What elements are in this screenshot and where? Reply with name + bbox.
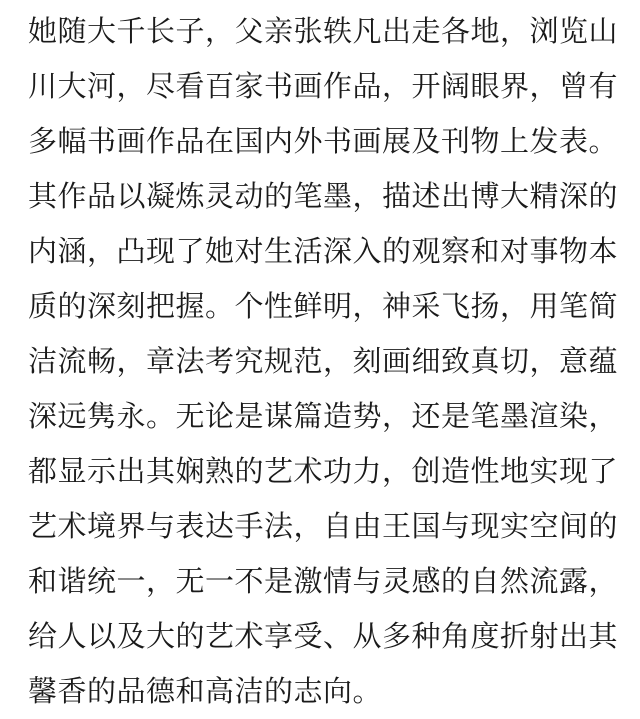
text-line: 馨香的品德和高洁的志向。 [28, 674, 383, 708]
text-line: 川大河，尽看百家书画作品，开阔眼界，曾有 [28, 69, 619, 103]
text-line: 和谐统一，无一不是激情与灵感的自然流露， [28, 564, 619, 598]
text-line: 洁流畅，章法考究规范，刻画细致真切，意蕴 [28, 344, 619, 378]
text-line: 多幅书画作品在国内外书画展及刊物上发表。 [28, 124, 619, 158]
text-line: 都显示出其娴熟的艺术功力，创造性地实现了 [28, 454, 619, 488]
text-line: 深远隽永。无论是谋篇造势，还是笔墨渲染， [28, 399, 619, 433]
article-body [28, 0, 618, 719]
text-line: 内涵，凸现了她对生活深入的观察和对事物本 [28, 234, 619, 268]
text-line: 艺术境界与表达手法，自由王国与现实空间的 [28, 509, 619, 543]
text-line: 质的深刻把握。个性鲜明，神采飞扬，用笔简 [28, 289, 619, 323]
text-line: 给人以及大的艺术享受、从多种角度折射出其 [28, 619, 619, 653]
text-line: 她随大千长子，父亲张轶凡出走各地，浏览山 [28, 14, 619, 48]
text-line: 其作品以凝炼灵动的笔墨，描述出博大精深的 [28, 179, 619, 213]
